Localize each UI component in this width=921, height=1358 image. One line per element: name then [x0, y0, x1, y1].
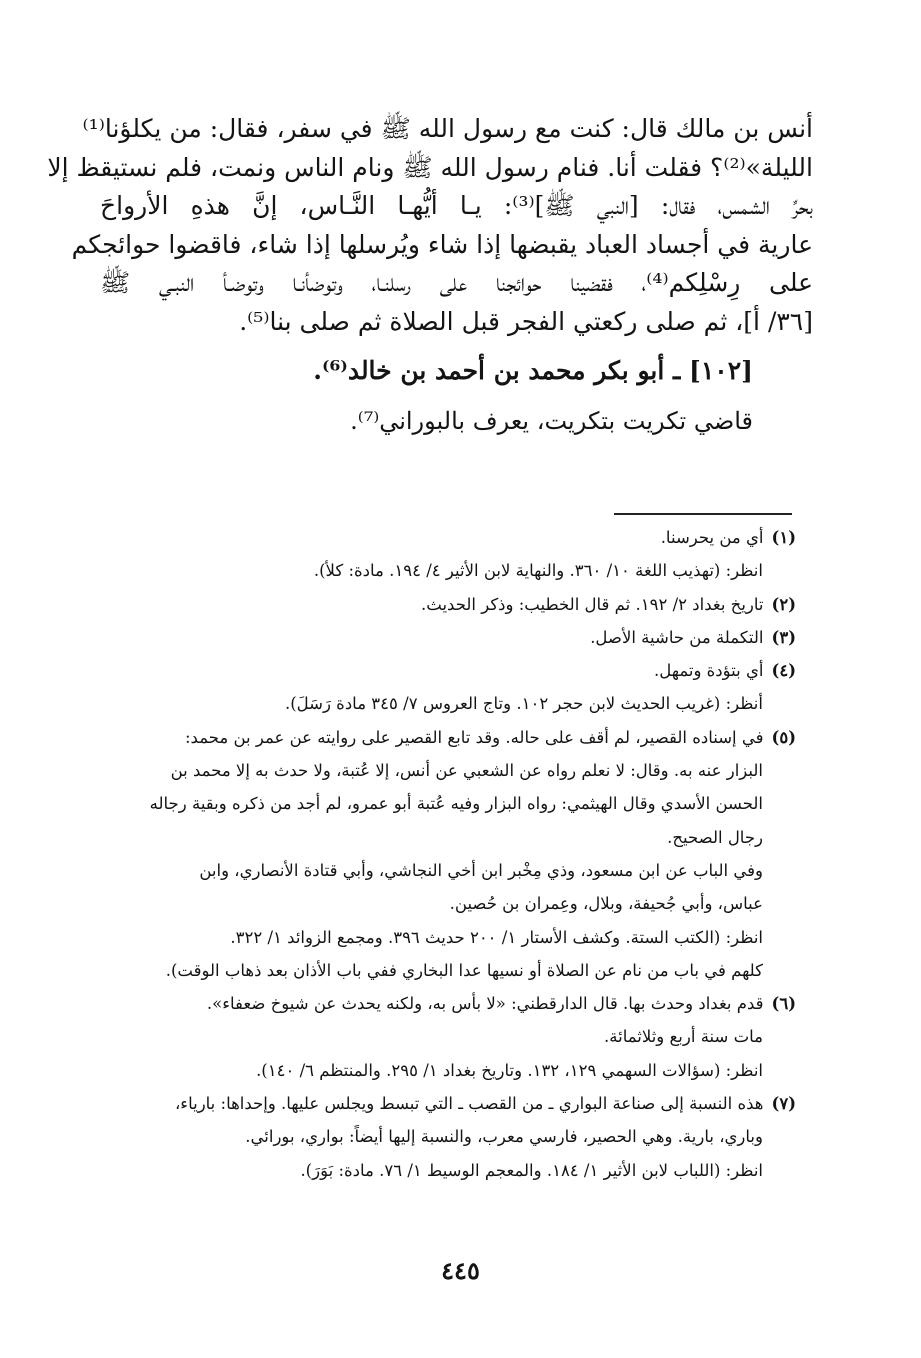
footnote-continuation-line	[110, 954, 796, 987]
footnote-text: عباس، وأبي جُحيفة، وبلال، وعِمران بن حُصين.	[449, 894, 763, 914]
footnote-number: (٢)	[771, 594, 796, 614]
footnote-text: انظر: (تهذيب اللغة ١٠/ ٣٦٠. والنهاية لابن الأثير ٤/ ١٩٤. مادة: كلأ).	[313, 561, 763, 581]
footnote-continuation-line	[110, 787, 796, 820]
footnote-line	[110, 1087, 796, 1120]
biography-entry-description: قاضي تكريت بتكريت، يعرف بالبوراني⁽⁷⁾.	[350, 406, 753, 435]
main-text-line: أنس بن مالك قال: كنت مع رسول الله ﷺ في سفر، فقال: من يكلؤنا⁽¹⁾	[82, 114, 813, 143]
footnote-continuation-line	[110, 821, 796, 854]
footnote-text: انظر: (اللباب لابن الأثير ١/ ١٨٤. والمعجم الوسيط ١/ ٧٦. مادة: بَوَرَ).	[300, 1160, 763, 1180]
footnote-text: في إسناده القصير، لم أقف على حاله. وقد تابع القصير على روايته عن عمر بن محمد:	[184, 727, 764, 747]
footnote-continuation-line	[110, 1020, 796, 1053]
page-number: ٤٤٥	[441, 1256, 480, 1285]
footnote-text: رجال الصحيح.	[667, 827, 763, 847]
main-text-block	[47, 110, 814, 342]
footnote-text: قدم بغداد وحدث بها. قال الدارقطني: «لا بأس به، ولكنه يحدث عن شيوخ ضعفاء».	[206, 994, 764, 1014]
footnote-line	[110, 621, 796, 654]
footnote-number: (٤)	[771, 661, 796, 681]
footnote-continuation-line	[110, 887, 796, 920]
footnote-text: التكملة من حاشية الأصل.	[590, 627, 764, 647]
main-text-line: عارية في أجساد العباد يقبضها إذا شاء ويُرسلها إذا شاء، فاقضوا حوائجكم	[71, 229, 813, 259]
footnote-separator	[614, 513, 792, 515]
footnotes-section	[110, 521, 796, 1187]
footnote-continuation-line	[110, 754, 796, 787]
footnote-continuation-line	[110, 854, 796, 887]
footnote-continuation-line	[110, 687, 796, 720]
main-text-line: [٣٦/ أ]، ثم صلى ركعتي الفجر قبل الصلاة ثم صلى بنا⁽⁵⁾.	[239, 306, 813, 336]
footnote-continuation-line	[110, 921, 796, 954]
main-text-line: على رِسْلِكم⁽⁴⁾، فقضينا حوائجنا على رسلنـا، وتوضأنـا وتوضـأ النبـي ﷺ	[100, 268, 814, 298]
footnote-text: انظر: (الكتب الستة. وكشف الأستار ١/ ٢٠٠ حديث ٣٩٦. ومجمع الزوائد ١/ ٣٢٢.	[230, 927, 763, 947]
footnote-number: (٧)	[771, 1094, 796, 1114]
footnote-text: كلهم في باب من نام عن الصلاة أو نسيها عدا البخاري ففي باب الأذان بعد ذهاب الوقت).	[165, 960, 763, 980]
footnote-line	[110, 588, 796, 621]
main-text-line: بحرِّ الشمس، فقال: [النبي ﷺ]⁽³⁾: يـا أيُّهـا النَّـاس، إنَّ هذهِ الأرواحَ	[100, 191, 813, 221]
footnote-number: (٦)	[771, 994, 796, 1014]
footnote-continuation-line	[110, 1154, 796, 1187]
footnote-line	[110, 721, 796, 754]
footnote-text: هذه النسبة إلى صناعة البواري ـ من القصب ـ التي تبسط ويجلس عليها. وإحداها: بارياء،	[174, 1094, 764, 1114]
footnote-text: أي من يحرسنا.	[660, 528, 764, 547]
footnote-line	[110, 654, 796, 687]
footnote-line	[110, 521, 796, 554]
footnote-text: أي بتؤدة وتمهل.	[653, 661, 764, 681]
footnote-text: تاريخ بغداد ٢/ ١٩٢. ثم قال الخطيب: وذكر الحديث.	[421, 594, 764, 614]
footnote-text: الحسن الأسدي وقال الهيثمي: رواه البزار وفيه عُتبة أبو عمرو، لم أجد من ذكره وبقية رجاله	[149, 794, 763, 814]
footnote-continuation-line	[110, 554, 796, 587]
footnote-number: (٥)	[771, 727, 796, 747]
footnote-continuation-line	[110, 1054, 796, 1087]
biography-entry-heading: [١٠٢] ـ أبو بكر محمد بن أحمد بن خالد⁽⁶⁾.	[313, 355, 753, 385]
footnote-text: مات سنة أربع وثلاثمائة.	[604, 1027, 763, 1047]
footnote-number: (٣)	[771, 627, 796, 647]
footnote-number: (١)	[771, 528, 796, 547]
footnote-continuation-line	[110, 1120, 796, 1153]
footnote-text: البزار عنه به. وقال: لا نعلم رواه عن الشعبي عن أنس، إلا عُتبة، ولا حدث به إلا محمد بن	[170, 761, 763, 781]
footnote-text: أنظر: (غريب الحديث لابن حجر ١٠٢. وتاج العروس ٧/ ٣٤٥ مادة رَسَلَ).	[284, 694, 763, 714]
footnote-line	[110, 987, 796, 1020]
footnote-text: انظر: (سؤالات السهمي ١٢٩، ١٣٢. وتاريخ بغداد ١/ ٢٩٥. والمنتظم ٦/ ١٤٠).	[256, 1060, 763, 1080]
footnote-text: وباري، بارية. وهي الحصير، فارسي معرب، والنسبة إليها أيضاً: بواري، بورائي.	[245, 1127, 763, 1147]
footnote-text: وفي الباب عن ابن مسعود، وذي مِخْبر ابن أخي النجاشي، وأبي قتادة الأنصاري، وابن	[199, 860, 763, 880]
main-text-line: الليلة»⁽²⁾؟ فقلت أنا. فنام رسول الله ﷺ ونام الناس ونمت، فلم نستيقظ إلا	[47, 152, 813, 182]
